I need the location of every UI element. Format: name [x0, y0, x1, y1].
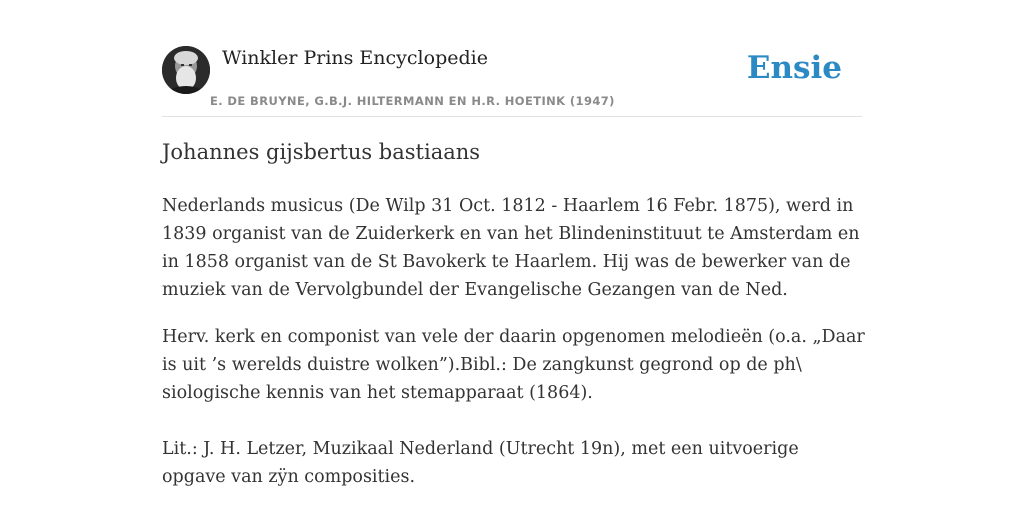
publication-title[interactable]: Winkler Prins Encyclopedie: [222, 47, 488, 69]
publication-authors: E. DE BRUYNE, G.B.J. HILTERMANN EN H.R. HOETINK (1947): [210, 94, 615, 108]
ensie-logo-link[interactable]: Ensie: [746, 50, 842, 86]
article-paragraph: Nederlands musicus (De Wilp 31 Oct. 1812 - Haarlem 16 Febr. 1875), werd in 1839 organist van de Zuiderkerk en van het Blindeninstituut te Amsterdam en in 1858 organist van de St Bavokerk te Haarlem. Hij was de bewerker van de muziek van de Vervolgbundel der Evangelische Gezangen van de Ned.: [162, 196, 860, 300]
article-title: Johannes gijsbertus bastiaans: [162, 140, 481, 164]
article-paragraph: Lit.: J. H. Letzer, Muzikaal Nederland (Utrecht 19n), met een uitvoerige opgave van zÿn composities.: [162, 439, 799, 487]
article-paragraph: Herv. kerk en componist van vele der daarin opgenomen melodieën (o.a. „Daar is uit ’s werelds duistre wolken”).Bibl.: De zangkunst gegrond op de ph\ siologische kennis van het stemapparaat (1864).: [162, 327, 865, 403]
site-header: [162, 46, 862, 117]
portrait-icon: [162, 46, 210, 94]
portrait-avatar[interactable]: [162, 46, 210, 94]
